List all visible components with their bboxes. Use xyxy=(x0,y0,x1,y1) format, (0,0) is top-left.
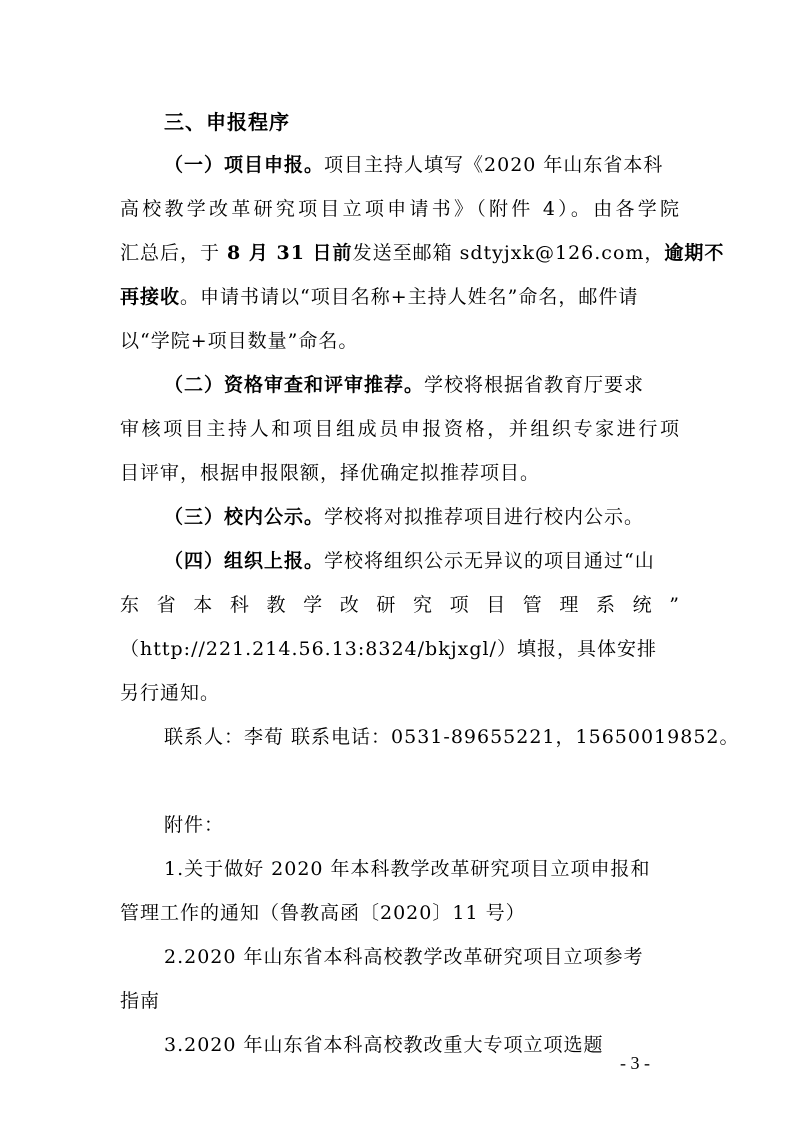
s4-title: （四）组织上报。 xyxy=(164,550,325,572)
s1-text-4b: 。申请书请以“项目名称+主持人姓名”命名，邮件请 xyxy=(180,286,639,308)
attachment-3-line-1: 3.2020 年山东省本科高校教改重大专项立项选题 xyxy=(164,1034,604,1056)
s1-line-1 xyxy=(164,152,680,178)
s1-title: （一）项目申报。 xyxy=(164,154,325,176)
section-heading: 三、申报程序 xyxy=(164,110,290,134)
contact-line: 联系人：李荀 联系电话：0531-89655221，15650019852。 xyxy=(164,726,740,748)
attachment-2-line-1: 2.2020 年山东省本科高校教学改革研究项目立项参考 xyxy=(164,946,644,968)
s4-line-2: 东省本科教学改研究项目管理系统” xyxy=(120,594,680,616)
s4-line-1 xyxy=(164,548,680,574)
s4-text-1: 学校将组织公示无异议的项目通过“山 xyxy=(324,550,655,572)
s2-line-3: 目评审，根据申报限额，择优确定拟推荐项目。 xyxy=(120,462,541,484)
s2-line-1 xyxy=(164,372,680,398)
s2-line-2: 审核项目主持人和项目组成员申报资格，并组织专家进行项 xyxy=(120,418,680,440)
s1-line-2: 高校教学改革研究项目立项申请书》（附件 4）。由各学院 xyxy=(120,198,680,220)
attachments-label: 附件： xyxy=(164,814,225,836)
page-number: - 3 - xyxy=(620,1053,650,1073)
s1-deadline: 8 月 31 日前 xyxy=(227,242,353,264)
s3-text-1: 学校将对拟推荐项目进行校内公示。 xyxy=(324,506,645,528)
attachment-2-line-2: 指南 xyxy=(120,990,161,1012)
s1-text-3a: 汇总后，于 xyxy=(120,242,228,264)
s2-text-1: 学校将根据省教育厅要求 xyxy=(424,374,645,396)
s4-line-4: 另行通知。 xyxy=(120,682,221,704)
s1-text-3c: 发送至邮箱 sdtyjxk@126.com， xyxy=(352,242,665,264)
s1-line-4 xyxy=(120,284,680,310)
s4-line-3: （http://221.214.56.13:8324/bkjxgl/）填报，具体安排 xyxy=(120,638,657,660)
s2-title: （二）资格审查和评审推荐。 xyxy=(164,374,425,396)
s1-overdue: 逾期不 xyxy=(664,242,725,264)
s1-no-accept: 再接收 xyxy=(120,286,181,308)
s3-title: （三）校内公示。 xyxy=(164,506,325,528)
s1-line-3 xyxy=(120,240,725,266)
s1-line-5: 以“学院+项目数量”命名。 xyxy=(120,330,359,352)
s1-text-1: 项目主持人填写《2020 年山东省本科 xyxy=(324,154,664,176)
attachment-1-line-2: 管理工作的通知（鲁教高函〔2020〕11 号） xyxy=(120,902,526,924)
s3-line-1 xyxy=(164,504,680,530)
attachment-1-line-1: 1.关于做好 2020 年本科教学改革研究项目立项申报和 xyxy=(164,858,651,880)
